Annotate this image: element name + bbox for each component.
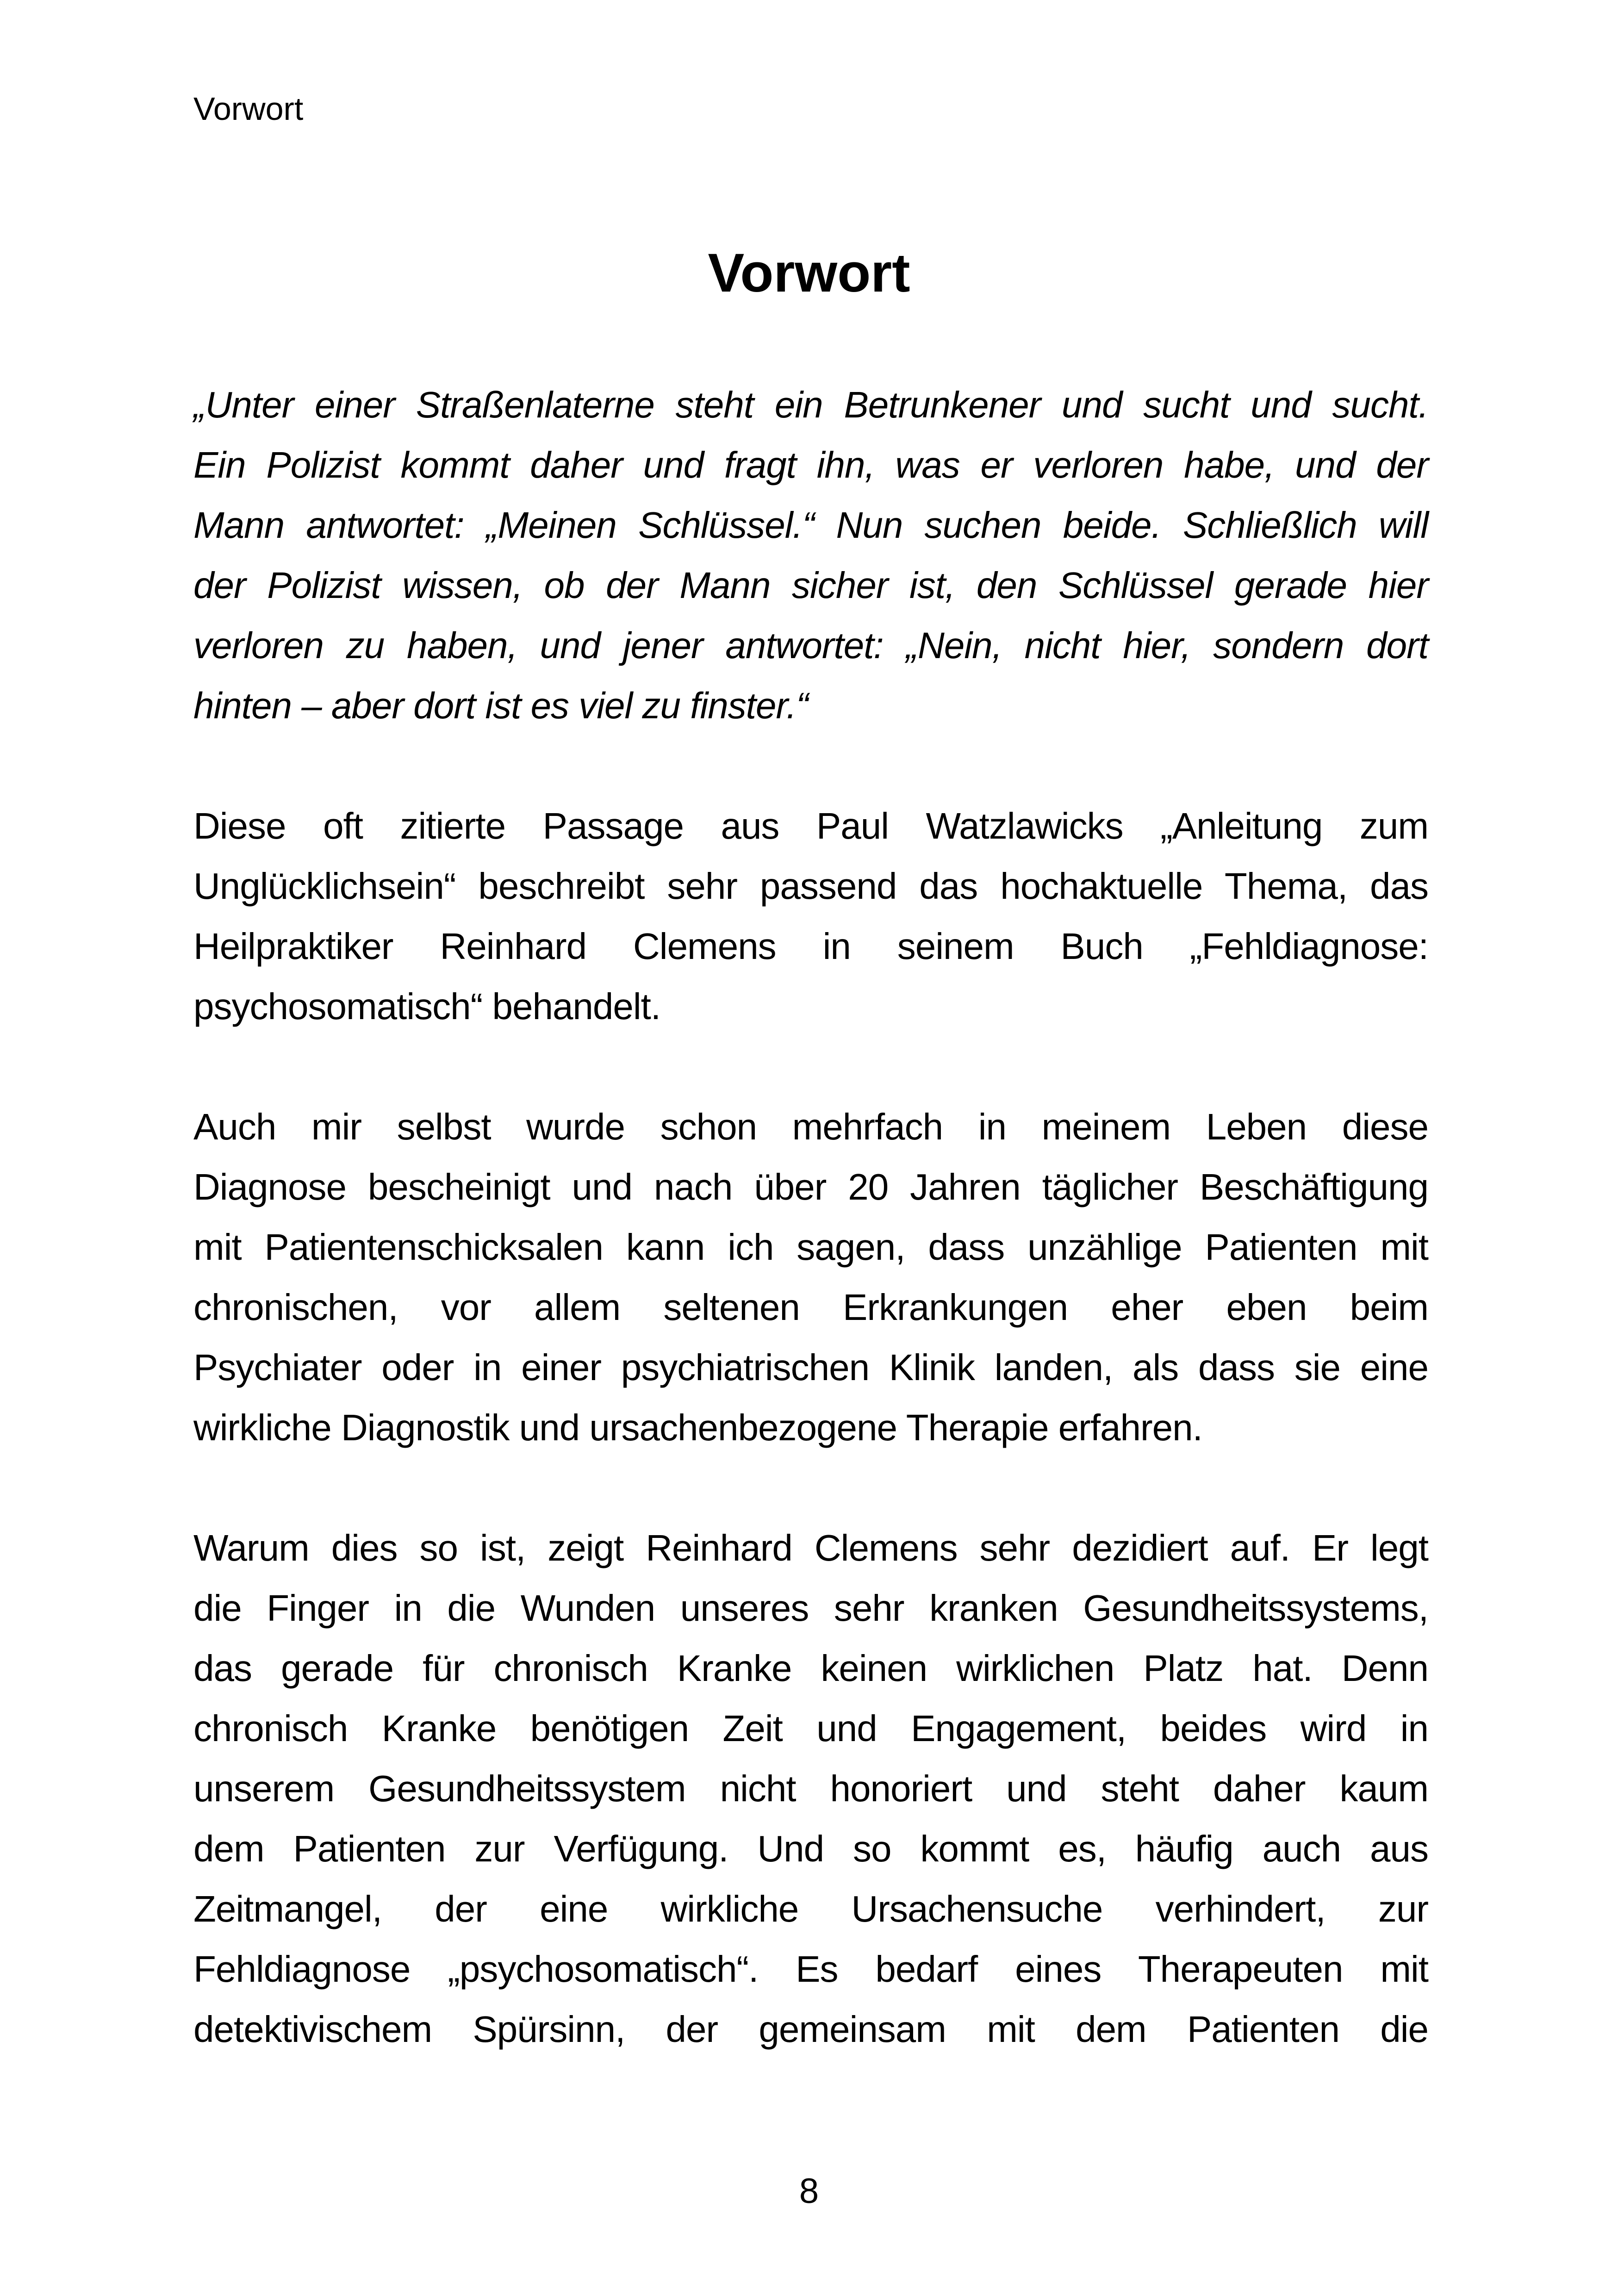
text-line: wirkliche Diagnostik und ursachenbezogene Therapie erfahren. xyxy=(193,1407,1202,1448)
text-line: psychosomatisch“ behandelt. xyxy=(193,986,661,1027)
text-line: detektivischem Spürsinn, der gemeinsam mit dem Patienten die xyxy=(193,2009,1428,2050)
paragraph xyxy=(193,1097,1428,1458)
text-line: Zeitmangel, der eine wirkliche Ursachensuche verhindert, zur xyxy=(193,1888,1428,1929)
text-line: hinten – aber dort ist es viel zu finster.“ xyxy=(193,685,809,726)
text-line: Unglücklichsein“ beschreibt sehr passend das hochaktuelle Thema, das xyxy=(193,865,1428,907)
text-line: unserem Gesundheitssystem nicht honoriert und steht daher kaum xyxy=(193,1768,1428,1809)
text-line: Fehldiagnose „psychosomatisch“. Es bedarf eines Therapeuten mit xyxy=(193,1948,1428,1990)
text-line: das gerade für chronisch Kranke keinen wirklichen Platz hat. Denn xyxy=(193,1648,1428,1689)
chapter-title: Vorwort xyxy=(708,243,910,304)
text-line: Diese oft zitierte Passage aus Paul Watzlawicks „Anleitung zum xyxy=(193,805,1428,846)
text-line: Auch mir selbst wurde schon mehrfach in meinem Leben diese xyxy=(193,1106,1428,1147)
body-text xyxy=(193,375,1428,2120)
text-line: Warum dies so ist, zeigt Reinhard Clemens sehr dezidiert auf. Er legt xyxy=(193,1527,1428,1568)
text-line: mit Patientenschicksalen kann ich sagen, dass unzählige Patienten mit xyxy=(193,1226,1428,1268)
running-header: Vorwort xyxy=(193,91,304,127)
text-line: Mann antwortet: „Meinen Schlüssel.“ Nun suchen beide. Schließlich will xyxy=(193,504,1428,546)
text-line: Psychiater oder in einer psychiatrischen Klinik landen, als dass sie eine xyxy=(193,1347,1428,1388)
text-line: „Unter einer Straßenlaterne steht ein Betrunkener und sucht und sucht. xyxy=(193,384,1428,425)
text-line: der Polizist wissen, ob der Mann sicher ist, den Schlüssel gerade hier xyxy=(193,565,1428,606)
paragraph xyxy=(193,1518,1428,2060)
text-line: Ein Polizist kommt daher und fragt ihn, was er verloren habe, und der xyxy=(193,444,1428,485)
text-line: dem Patienten zur Verfügung. Und so kommt es, häufig auch aus xyxy=(193,1828,1428,1869)
text-line: chronisch Kranke benötigen Zeit und Engagement, beides wird in xyxy=(193,1708,1428,1749)
text-line: verloren zu haben, und jener antwortet: „Nein, nicht hier, sondern dort xyxy=(193,625,1428,666)
text-line: Heilpraktiker Reinhard Clemens in seinem Buch „Fehldiagnose: xyxy=(193,926,1428,967)
text-line: chronischen, vor allem seltenen Erkrankungen eher eben beim xyxy=(193,1287,1428,1328)
text-line: die Finger in die Wunden unseres sehr kranken Gesundheitssystems, xyxy=(193,1587,1428,1629)
epigraph-quote xyxy=(193,375,1428,736)
paragraph xyxy=(193,796,1428,1037)
text-line: Diagnose bescheinigt und nach über 20 Jahren täglicher Beschäftigung xyxy=(193,1166,1428,1207)
page-number: 8 xyxy=(799,2172,819,2211)
